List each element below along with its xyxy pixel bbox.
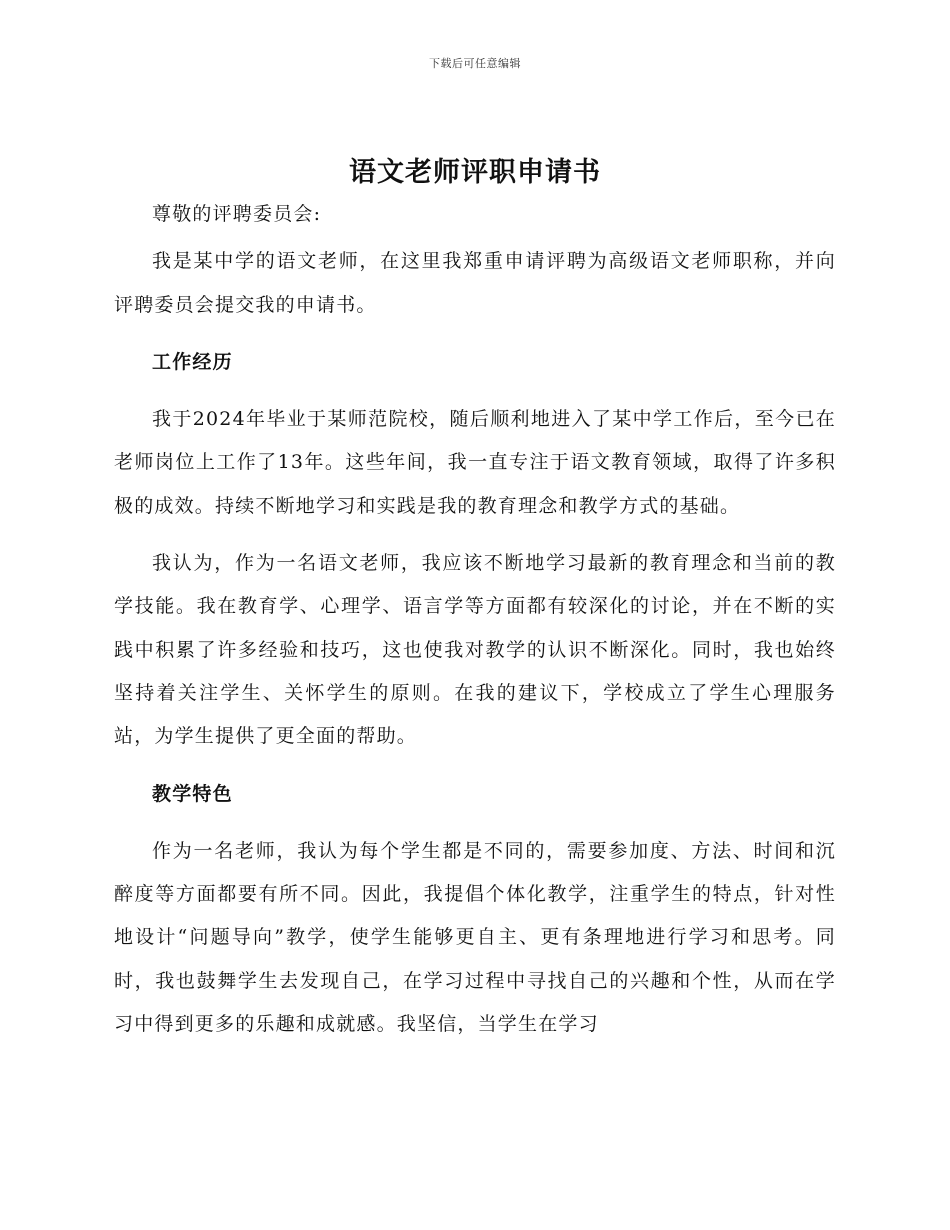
section-heading-work-experience: 工作经历 xyxy=(152,350,233,373)
work-experience-paragraph-2: 我认为，作为一名语文老师，我应该不断地学习最新的教育理念和当前的教学技能。我在教育学、心理学、语言学等方面都有较深化的讨论，并在不断的实践中积累了许多经验和技巧，这也使我对教学的认识不断深化。同时，我也始终坚持着关注学生、关怀学生的原则。在我的建议下，学校成立了学生心理服务站，为学生提供了更全面的帮助。 xyxy=(114,552,836,748)
salutation: 尊敬的评聘委员会: xyxy=(152,203,322,225)
document-body xyxy=(114,193,836,1060)
intro-paragraph: 我是某中学的语文老师，在这里我郑重申请评聘为高级语文老师职称，并向评聘委员会提交我的申请书。 xyxy=(114,250,836,316)
header-note: 下载后可任意编辑 xyxy=(429,57,521,70)
work-experience-paragraph-1: 我于2024年毕业于某师范院校，随后顺利地进入了某中学工作后，至今已在老师岗位上工作了13年。这些年间，我一直专注于语文教育领域，取得了许多积极的成效。持续不断地学习和实践是我的教育理念和教学方式的基础。 xyxy=(114,408,836,517)
section-heading-teaching-features: 教学特色 xyxy=(152,782,233,805)
teaching-features-paragraph-1: 作为一名老师，我认为每个学生都是不同的，需要参加度、方法、时间和沉醉度等方面都要有所不同。因此，我提倡个体化教学，注重学生的特点，针对性地设计“问题导向”教学，使学生能够更自主、更有条理地进行学习和思考。同时，我也鼓舞学生去发现自己，在学习过程中寻找自己的兴趣和个性，从而在学习中得到更多的乐趣和成就感。我坚信，当学生在学习 xyxy=(114,839,836,1036)
document-title: 语文老师评职申请书 xyxy=(349,157,601,188)
